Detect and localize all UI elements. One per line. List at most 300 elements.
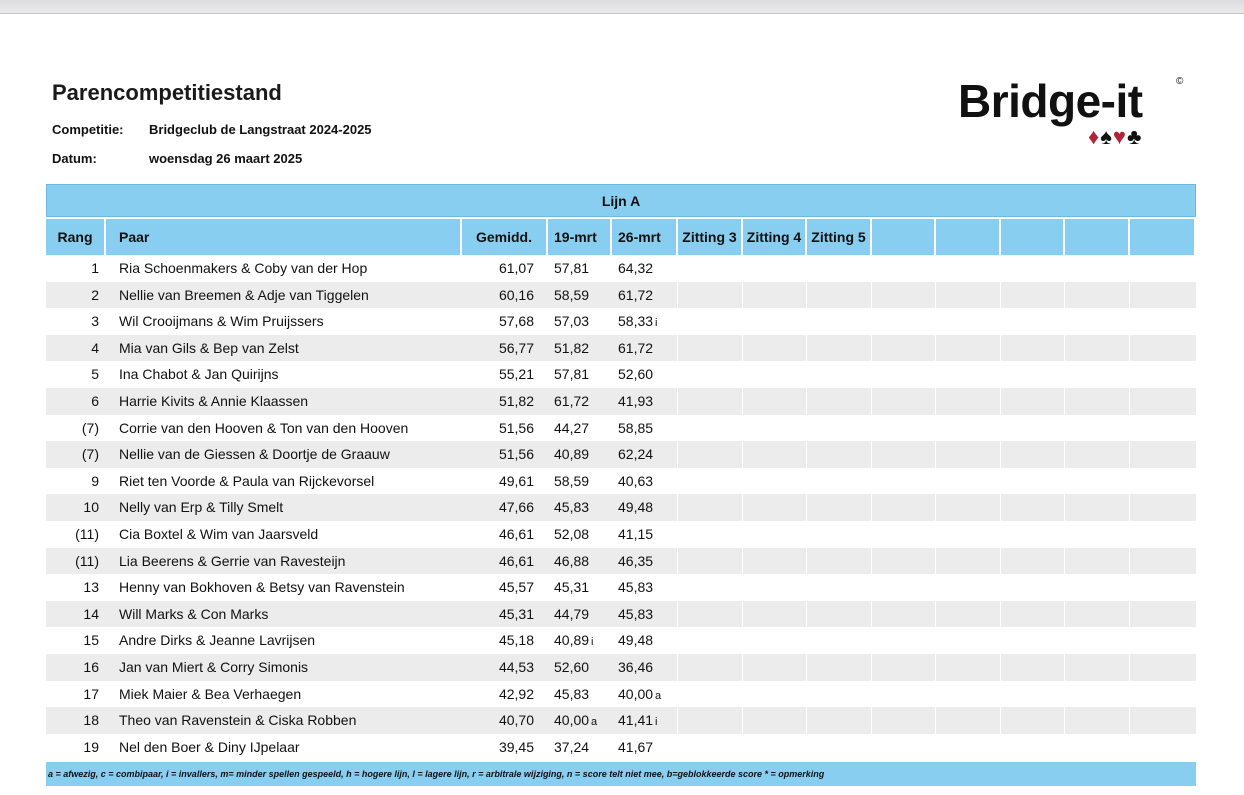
pair-cell: Mia van Gils & Bep van Zelst bbox=[119, 339, 299, 356]
column-divider bbox=[1000, 654, 1001, 681]
score-26-mrt-cell bbox=[612, 707, 682, 734]
column-divider bbox=[742, 601, 743, 628]
table-row bbox=[46, 415, 1196, 442]
rank-cell: 9 bbox=[91, 472, 99, 489]
column-divider bbox=[871, 282, 872, 309]
column-divider bbox=[935, 601, 936, 628]
rank-cell: 13 bbox=[83, 579, 99, 596]
score-value: 45,83 bbox=[554, 499, 590, 516]
score-19-mrt-cell bbox=[548, 415, 618, 442]
score-value: 45,83 bbox=[618, 605, 654, 622]
score-19-mrt-cell bbox=[548, 627, 618, 654]
column-divider bbox=[742, 282, 743, 309]
score-19-mrt-cell bbox=[548, 468, 618, 495]
score-19-mrt-cell bbox=[548, 601, 618, 628]
column-divider bbox=[1129, 335, 1130, 362]
column-divider bbox=[935, 574, 936, 601]
score-26-mrt-cell bbox=[612, 441, 682, 468]
table-row bbox=[46, 335, 1196, 362]
spade-icon: ♠ bbox=[1100, 124, 1113, 149]
average-cell: 61,07 bbox=[498, 260, 534, 276]
pair-cell: Nellie van de Giessen & Doortje de Graauw bbox=[119, 446, 390, 463]
pair-cell: Jan van Miert & Corry Simonis bbox=[119, 658, 309, 675]
pair-cell: Andre Dirks & Jeanne Lavrijsen bbox=[119, 632, 316, 649]
score-value: 57,81 bbox=[554, 366, 590, 383]
score-19-mrt-cell bbox=[548, 654, 618, 681]
column-divider bbox=[1064, 548, 1065, 575]
column-divider bbox=[806, 308, 807, 335]
rank-cell: 5 bbox=[91, 366, 99, 383]
competitie-value: Bridgeclub de Langstraat 2024-2025 bbox=[149, 122, 372, 137]
column-divider bbox=[806, 335, 807, 362]
column-divider bbox=[1064, 494, 1065, 521]
column-divider bbox=[806, 627, 807, 654]
score-value: 41,93 bbox=[618, 392, 654, 409]
column-divider bbox=[806, 441, 807, 468]
column-divider bbox=[1000, 308, 1001, 335]
column-divider bbox=[806, 361, 807, 388]
column-divider bbox=[1064, 282, 1065, 309]
table-row bbox=[46, 468, 1196, 495]
column-divider bbox=[871, 361, 872, 388]
rank-cell: 10 bbox=[83, 499, 99, 516]
rank-cell: (11) bbox=[75, 552, 99, 569]
table-row bbox=[46, 601, 1196, 628]
table-body bbox=[46, 255, 1196, 760]
rank-cell: 1 bbox=[91, 260, 99, 276]
logo-text: Bridge-it bbox=[958, 75, 1143, 127]
rank-cell: (7) bbox=[81, 446, 99, 463]
column-divider bbox=[1064, 388, 1065, 415]
pair-cell: Miek Maier & Bea Verhaegen bbox=[119, 685, 302, 702]
score-26-mrt-cell bbox=[612, 601, 682, 628]
column-divider bbox=[1000, 681, 1001, 708]
diamond-icon: ♦ bbox=[1088, 124, 1101, 149]
rank-cell: 3 bbox=[91, 313, 99, 330]
column-header-extra-4 bbox=[1065, 219, 1130, 255]
column-divider bbox=[742, 335, 743, 362]
column-divider bbox=[806, 548, 807, 575]
table-row bbox=[46, 734, 1196, 761]
score-19-mrt-cell bbox=[548, 308, 618, 335]
logo-suits bbox=[1088, 124, 1142, 150]
column-divider bbox=[935, 548, 936, 575]
score-26-mrt-cell bbox=[612, 388, 682, 415]
column-divider bbox=[806, 654, 807, 681]
score-value: 45,31 bbox=[554, 579, 590, 596]
score-26-mrt-cell bbox=[612, 654, 682, 681]
score-19-mrt-cell bbox=[548, 255, 618, 282]
column-divider bbox=[806, 601, 807, 628]
column-divider bbox=[1000, 335, 1001, 362]
club-icon: ♣ bbox=[1126, 124, 1143, 149]
score-value: 62,24 bbox=[618, 446, 654, 463]
table-row bbox=[46, 521, 1196, 548]
average-cell: 42,92 bbox=[498, 685, 534, 702]
pair-cell: Cia Boxtel & Wim van Jaarsveld bbox=[119, 525, 319, 542]
column-divider bbox=[1000, 548, 1001, 575]
column-divider bbox=[806, 521, 807, 548]
column-divider bbox=[1129, 627, 1130, 654]
score-value: 64,32 bbox=[618, 260, 654, 276]
score-value: 44,27 bbox=[554, 419, 590, 436]
score-value: 51,82 bbox=[554, 339, 590, 356]
column-divider bbox=[1000, 601, 1001, 628]
column-divider bbox=[1129, 441, 1130, 468]
column-divider bbox=[1064, 441, 1065, 468]
score-19-mrt-cell bbox=[548, 494, 618, 521]
score-26-mrt-cell bbox=[612, 494, 682, 521]
rank-cell: 15 bbox=[83, 632, 99, 649]
column-divider bbox=[1064, 335, 1065, 362]
average-cell: 39,45 bbox=[498, 738, 534, 755]
column-divider bbox=[1129, 574, 1130, 601]
column-divider bbox=[935, 308, 936, 335]
pair-cell: Nel den Boer & Diny IJpelaar bbox=[119, 738, 300, 755]
average-cell: 49,61 bbox=[498, 472, 534, 489]
score-value: 49,48 bbox=[618, 499, 654, 516]
column-divider bbox=[1129, 415, 1130, 442]
table-row bbox=[46, 627, 1196, 654]
table-row bbox=[46, 548, 1196, 575]
column-divider bbox=[935, 361, 936, 388]
page-title: Parencompetitiestand bbox=[52, 80, 282, 105]
column-divider bbox=[806, 707, 807, 734]
datum-label: Datum: bbox=[52, 151, 97, 166]
column-divider bbox=[1064, 308, 1065, 335]
score-19-mrt-cell bbox=[548, 681, 618, 708]
rank-cell: 17 bbox=[83, 685, 99, 702]
score-value: 40,89 bbox=[554, 632, 590, 649]
table-row bbox=[46, 494, 1196, 521]
score-value: 61,72 bbox=[618, 286, 654, 303]
average-cell: 46,61 bbox=[498, 552, 534, 569]
average-cell: 40,70 bbox=[498, 712, 534, 729]
score-value: 58,59 bbox=[554, 472, 590, 489]
column-divider bbox=[935, 707, 936, 734]
column-divider bbox=[871, 627, 872, 654]
column-divider bbox=[935, 521, 936, 548]
score-26-mrt-cell bbox=[612, 282, 682, 309]
column-header-26-mrt: 26-mrt bbox=[612, 219, 678, 255]
score-value: 58,85 bbox=[618, 419, 654, 436]
column-divider bbox=[1064, 681, 1065, 708]
column-divider bbox=[1129, 388, 1130, 415]
column-divider bbox=[1000, 521, 1001, 548]
score-value: 46,35 bbox=[618, 552, 654, 569]
column-divider bbox=[1000, 574, 1001, 601]
average-cell: 60,16 bbox=[498, 286, 534, 303]
column-divider bbox=[1000, 627, 1001, 654]
column-divider bbox=[871, 255, 872, 282]
score-flag: a bbox=[591, 716, 598, 729]
column-divider bbox=[742, 681, 743, 708]
column-divider bbox=[1064, 468, 1065, 495]
column-divider bbox=[935, 627, 936, 654]
column-divider bbox=[871, 388, 872, 415]
column-divider bbox=[871, 494, 872, 521]
score-value: 40,63 bbox=[618, 472, 654, 489]
score-value: 40,89 bbox=[554, 446, 590, 463]
column-divider bbox=[871, 574, 872, 601]
column-divider bbox=[1000, 734, 1001, 761]
column-divider bbox=[1064, 734, 1065, 761]
score-19-mrt-cell bbox=[548, 282, 618, 309]
column-divider bbox=[871, 415, 872, 442]
score-19-mrt-cell bbox=[548, 521, 618, 548]
score-26-mrt-cell bbox=[612, 308, 682, 335]
column-divider bbox=[1000, 441, 1001, 468]
column-divider bbox=[935, 282, 936, 309]
column-divider bbox=[806, 734, 807, 761]
column-divider bbox=[1129, 468, 1130, 495]
score-value: 57,03 bbox=[554, 313, 590, 330]
score-26-mrt-cell bbox=[612, 468, 682, 495]
score-19-mrt-cell bbox=[548, 707, 618, 734]
column-divider bbox=[871, 468, 872, 495]
average-cell: 56,77 bbox=[498, 339, 534, 356]
column-divider bbox=[1129, 601, 1130, 628]
pair-cell: Henny van Bokhoven & Betsy van Ravenstein bbox=[119, 579, 405, 596]
table-row bbox=[46, 681, 1196, 708]
pair-cell: Nelly van Erp & Tilly Smelt bbox=[119, 499, 284, 516]
competitie-label: Competitie: bbox=[52, 122, 124, 137]
column-divider bbox=[1064, 255, 1065, 282]
score-value: 57,81 bbox=[554, 260, 590, 276]
column-divider bbox=[935, 654, 936, 681]
score-26-mrt-cell bbox=[612, 255, 682, 282]
score-value: 46,88 bbox=[554, 552, 590, 569]
column-divider bbox=[1129, 494, 1130, 521]
column-divider bbox=[1000, 388, 1001, 415]
column-divider bbox=[1000, 361, 1001, 388]
column-divider bbox=[1000, 415, 1001, 442]
rank-cell: 2 bbox=[91, 286, 99, 303]
score-26-mrt-cell bbox=[612, 681, 682, 708]
column-divider bbox=[871, 441, 872, 468]
column-divider bbox=[871, 681, 872, 708]
score-26-mrt-cell bbox=[612, 335, 682, 362]
average-cell: 47,66 bbox=[498, 499, 534, 516]
average-cell: 45,31 bbox=[498, 605, 534, 622]
column-divider bbox=[1129, 308, 1130, 335]
heart-icon: ♥ bbox=[1112, 124, 1127, 149]
score-26-mrt-cell bbox=[612, 627, 682, 654]
column-divider bbox=[1064, 361, 1065, 388]
group-title: Lijn A bbox=[46, 184, 1196, 217]
column-header-rang: Rang bbox=[46, 219, 106, 255]
table-row bbox=[46, 654, 1196, 681]
score-19-mrt-cell bbox=[548, 441, 618, 468]
column-divider bbox=[742, 308, 743, 335]
score-value: 44,79 bbox=[554, 605, 590, 622]
rank-cell: 16 bbox=[83, 658, 99, 675]
column-divider bbox=[935, 335, 936, 362]
average-cell: 51,82 bbox=[498, 392, 534, 409]
rank-cell: 4 bbox=[91, 339, 99, 356]
rank-cell: (7) bbox=[81, 419, 99, 436]
standings-table bbox=[46, 184, 1196, 786]
average-cell: 45,18 bbox=[498, 632, 534, 649]
column-divider bbox=[871, 521, 872, 548]
column-divider bbox=[1129, 707, 1130, 734]
score-19-mrt-cell bbox=[548, 388, 618, 415]
table-row bbox=[46, 282, 1196, 309]
column-divider bbox=[871, 734, 872, 761]
pair-cell: Corrie van den Hooven & Ton van den Hooven bbox=[119, 419, 409, 436]
score-value: 45,83 bbox=[554, 685, 590, 702]
score-19-mrt-cell bbox=[548, 574, 618, 601]
column-divider bbox=[871, 654, 872, 681]
legend-bar: a = afwezig, c = combipaar, i = invallers, m= minder spellen gespeeld, h = hogere lijn, l = lagere lijn, r = arbitrale wijziging, n = score telt niet mee, b=geblokkeerde score * = opmerking bbox=[46, 762, 1196, 786]
column-divider bbox=[871, 601, 872, 628]
score-26-mrt-cell bbox=[612, 415, 682, 442]
column-header-zitting-3: Zitting 3 bbox=[678, 219, 743, 255]
table-row bbox=[46, 441, 1196, 468]
column-divider bbox=[1129, 548, 1130, 575]
column-divider bbox=[1064, 415, 1065, 442]
score-value: 52,60 bbox=[618, 366, 654, 383]
column-divider bbox=[1064, 601, 1065, 628]
score-value: 41,15 bbox=[618, 525, 654, 542]
column-divider bbox=[806, 468, 807, 495]
column-divider bbox=[935, 494, 936, 521]
column-header-extra-5 bbox=[1130, 219, 1196, 255]
table-header-row bbox=[46, 217, 1196, 255]
average-cell: 44,53 bbox=[498, 658, 534, 675]
rank-cell: 18 bbox=[83, 712, 99, 729]
column-divider bbox=[871, 707, 872, 734]
column-divider bbox=[742, 654, 743, 681]
score-26-mrt-cell bbox=[612, 548, 682, 575]
column-divider bbox=[935, 468, 936, 495]
pair-cell: Harrie Kivits & Annie Klaassen bbox=[119, 392, 309, 409]
score-flag: i bbox=[655, 317, 658, 330]
average-cell: 55,21 bbox=[498, 366, 534, 383]
column-divider bbox=[1000, 494, 1001, 521]
rank-cell: 14 bbox=[83, 605, 99, 622]
column-divider bbox=[742, 388, 743, 415]
column-divider bbox=[871, 335, 872, 362]
score-value: 37,24 bbox=[554, 738, 590, 755]
column-header-paar: Paar bbox=[106, 219, 462, 255]
score-flag: i bbox=[591, 636, 594, 649]
column-header-19-mrt: 19-mrt bbox=[548, 219, 612, 255]
column-divider bbox=[1000, 282, 1001, 309]
column-divider bbox=[742, 441, 743, 468]
column-header-extra-3 bbox=[1001, 219, 1065, 255]
column-divider bbox=[742, 574, 743, 601]
column-divider bbox=[935, 734, 936, 761]
pair-cell: Ina Chabot & Jan Quirijns bbox=[119, 366, 279, 383]
score-value: 58,59 bbox=[554, 286, 590, 303]
column-header-zitting-4: Zitting 4 bbox=[743, 219, 807, 255]
average-cell: 57,68 bbox=[498, 313, 534, 330]
column-divider bbox=[742, 521, 743, 548]
column-divider bbox=[1064, 627, 1065, 654]
column-divider bbox=[935, 681, 936, 708]
pair-cell: Theo van Ravenstein & Ciska Robben bbox=[119, 712, 357, 729]
column-header-extra-2 bbox=[936, 219, 1001, 255]
rank-cell: (11) bbox=[75, 525, 99, 542]
column-divider bbox=[806, 282, 807, 309]
score-26-mrt-cell bbox=[612, 574, 682, 601]
score-value: 45,83 bbox=[618, 579, 654, 596]
column-divider bbox=[935, 255, 936, 282]
column-divider bbox=[806, 494, 807, 521]
column-divider bbox=[1064, 574, 1065, 601]
column-divider bbox=[1000, 468, 1001, 495]
table-row bbox=[46, 308, 1196, 335]
column-divider bbox=[806, 415, 807, 442]
score-value: 41,67 bbox=[618, 738, 654, 755]
column-divider bbox=[742, 707, 743, 734]
pair-cell: Will Marks & Con Marks bbox=[119, 605, 269, 622]
column-divider bbox=[1064, 654, 1065, 681]
column-divider bbox=[742, 415, 743, 442]
pair-cell: Nellie van Breemen & Adje van Tiggelen bbox=[119, 286, 369, 303]
window-top-bar bbox=[0, 0, 1244, 14]
column-divider bbox=[806, 388, 807, 415]
score-value: 61,72 bbox=[554, 392, 590, 409]
column-divider bbox=[806, 255, 807, 282]
column-divider bbox=[1129, 681, 1130, 708]
score-flag: i bbox=[655, 716, 658, 729]
column-divider bbox=[742, 255, 743, 282]
table-row bbox=[46, 361, 1196, 388]
score-19-mrt-cell bbox=[548, 361, 618, 388]
score-value: 49,48 bbox=[618, 632, 654, 649]
column-divider bbox=[935, 415, 936, 442]
score-26-mrt-cell bbox=[612, 734, 682, 761]
score-19-mrt-cell bbox=[548, 335, 618, 362]
table-row bbox=[46, 388, 1196, 415]
column-divider bbox=[1129, 734, 1130, 761]
table-row bbox=[46, 574, 1196, 601]
pair-cell: Ria Schoenmakers & Coby van der Hop bbox=[119, 260, 368, 276]
score-value: 40,00 bbox=[554, 712, 590, 729]
column-header-extra-1 bbox=[872, 219, 936, 255]
average-cell: 51,56 bbox=[498, 446, 534, 463]
column-header-gemidd: Gemidd. bbox=[462, 219, 548, 255]
column-header-zitting-5: Zitting 5 bbox=[807, 219, 872, 255]
column-divider bbox=[871, 308, 872, 335]
score-flag: a bbox=[655, 689, 662, 702]
score-value: 52,60 bbox=[554, 658, 590, 675]
column-divider bbox=[742, 494, 743, 521]
column-divider bbox=[1129, 361, 1130, 388]
score-value: 58,33 bbox=[618, 313, 654, 330]
copyright-icon: © bbox=[1176, 76, 1184, 87]
datum-value: woensdag 26 maart 2025 bbox=[149, 151, 303, 166]
rank-cell: 6 bbox=[91, 392, 99, 409]
score-value: 61,72 bbox=[618, 339, 654, 356]
column-divider bbox=[871, 548, 872, 575]
column-divider bbox=[742, 734, 743, 761]
score-26-mrt-cell bbox=[612, 361, 682, 388]
score-value: 40,00 bbox=[618, 685, 654, 702]
column-divider bbox=[935, 441, 936, 468]
column-divider bbox=[1000, 707, 1001, 734]
column-divider bbox=[1064, 707, 1065, 734]
rank-cell: 19 bbox=[83, 738, 99, 755]
score-value: 52,08 bbox=[554, 525, 590, 542]
column-divider bbox=[742, 361, 743, 388]
average-cell: 46,61 bbox=[498, 525, 534, 542]
column-divider bbox=[1129, 282, 1130, 309]
table-row bbox=[46, 707, 1196, 734]
column-divider bbox=[1129, 654, 1130, 681]
